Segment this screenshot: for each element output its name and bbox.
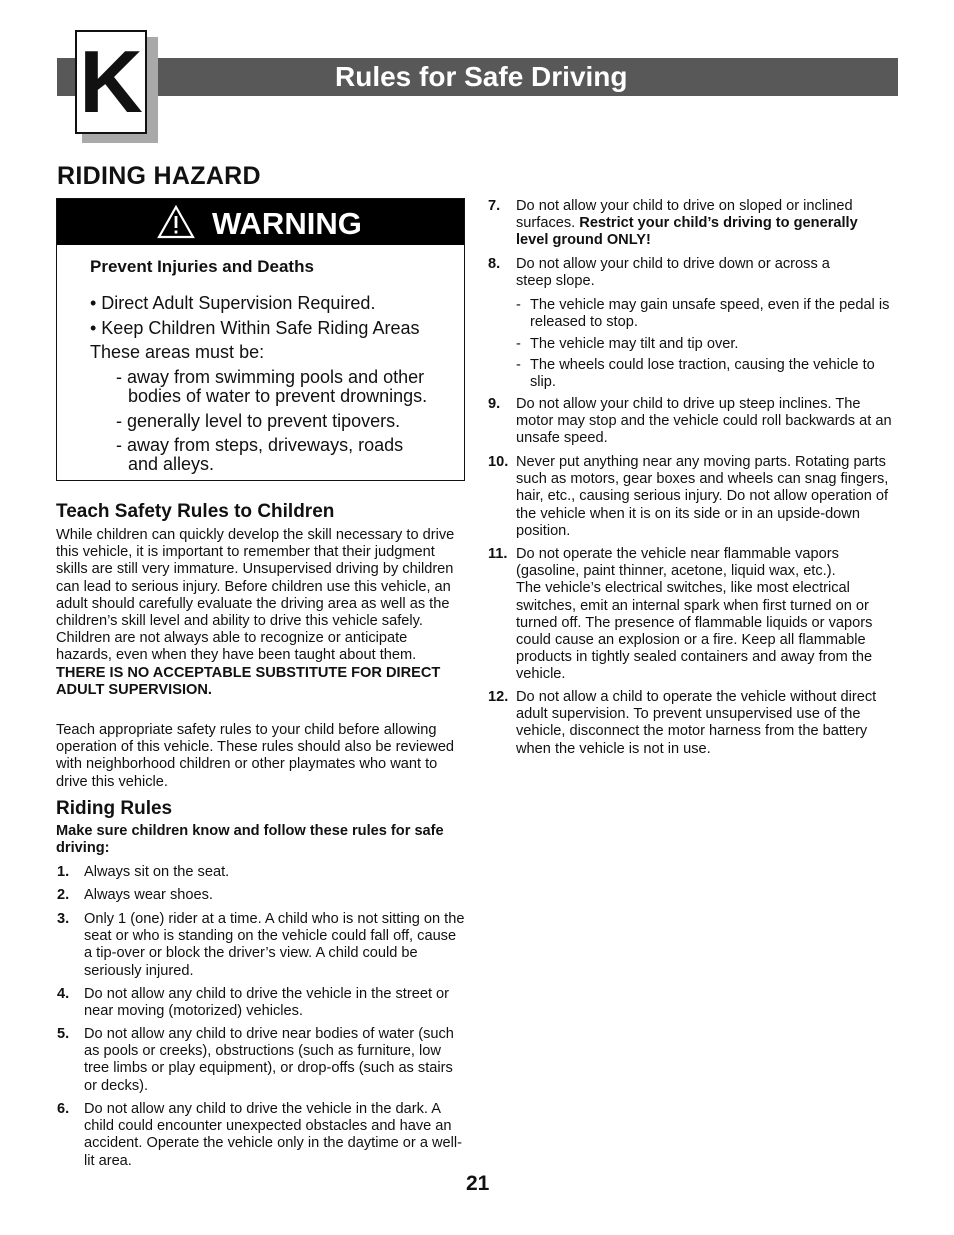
rule-text: Do not allow any child to drive the vehicle in the dark. A child could encounter unexpected obstacles and have an accident. Operate the vehicle only in the daytime or a well-lit area.: [84, 1101, 463, 1169]
warning-box: [56, 198, 465, 481]
rule-number: 4.: [57, 986, 70, 1002]
warning-triangle-icon: [157, 205, 195, 239]
rule-number: 9.: [488, 396, 501, 412]
section-letter-tab: K: [75, 30, 147, 134]
rule-text-continued: The vehicle’s electrical switches, like most electrical switches, emit an internal spark when first turned on or turned off. The presence of flammable liquids or vapors could cause an explosion or a fire. Keep all flammable products in tightly sealed containers and away from the vehicle.: [516, 580, 873, 683]
teach-paragraph-1-bold: THERE IS NO ACCEPTABLE SUBSTITUTE FOR DIRECT ADULT SUPERVISION.: [56, 664, 441, 698]
page-number: 21: [466, 1172, 490, 1195]
teach-paragraph-1-text: While children can quickly develop the skill necessary to drive this vehicle, it is important to remember that their judgment skills are still very immature. Unsupervised driving by children can lead to serious injury. Before children use this vehicle, an adult should carefully evaluate the driving area as well as the children’s skill level and ability to drive this vehicle safely. Children are not always able to recognize or anticipate hazards, even when they have been taught about them.: [56, 527, 455, 664]
rule-text: Only 1 (one) rider at a time. A child who is not sitting on the seat or who is standing on the vehicle could fall off, cause a tip-over or block the driver’s view. A child could be seriously injured.: [84, 911, 465, 979]
rule-text: Do not operate the vehicle near flammable vapors (gasoline, paint thinner, acetone, liquid wax, etc.).: [516, 546, 839, 580]
warning-bullet: • Keep Children Within Safe Riding Areas: [90, 318, 420, 338]
rule-text-bold: Restrict your child’s driving to generally level ground ONLY!: [516, 215, 858, 249]
teach-heading: Teach Safety Rules to Children: [56, 501, 335, 522]
rule-text: Always wear shoes.: [84, 887, 213, 903]
warning-bullet: • Direct Adult Supervision Required.: [90, 293, 376, 313]
rule-text: Do not allow any child to drive near bodies of water (such as pools or creeks), obstructions (such as furniture, low tree limbs or play equipment), or drop-offs (such as stairs or decks).: [84, 1026, 454, 1094]
rule-number: 1.: [57, 864, 70, 880]
riding-rules-heading: Riding Rules: [56, 798, 173, 819]
rule-sub-text: The wheels could lose traction, causing the vehicle to slip.: [530, 357, 875, 391]
warning-area-item: - generally level to prevent tipovers.: [116, 411, 401, 431]
rule-number: 11.: [488, 546, 508, 562]
rule-text: Do not allow your child to drive down or across a steep slope.: [516, 256, 830, 290]
warning-area-item: - away from steps, driveways, roads: [116, 435, 404, 455]
warning-header: [57, 199, 464, 245]
rule-number: 3.: [57, 911, 70, 927]
teach-paragraph-2: Teach appropriate safety rules to your child before allowing operation of this vehicle. These rules should also be reviewed with neighborhood children or other playmates who want to drive this vehicle.: [56, 722, 455, 790]
warning-area-item-cont: bodies of water to prevent drownings.: [128, 386, 428, 406]
rule-text: Do not allow your child to drive on sloped or inclined surfaces.: [516, 198, 853, 232]
rule-number: 7.: [488, 198, 501, 214]
warning-label: WARNING: [212, 206, 362, 241]
rule-number: 8.: [488, 256, 501, 272]
rule-text: Do not allow a child to operate the vehicle without direct adult supervision. To prevent unsupervised use of the vehicle, disconnect the motor harness from the battery when the vehicle is not in use.: [516, 689, 877, 757]
teach-paragraph-1: [56, 527, 466, 699]
rule-text-wrapper: [516, 198, 886, 250]
warning-area-item-cont: and alleys.: [128, 454, 215, 474]
rule-text: Always sit on the seat.: [84, 864, 230, 880]
warning-areas-intro: These areas must be:: [90, 342, 265, 362]
rule-text: Do not allow your child to drive up steep inclines. The motor may stop and the vehicle could roll backwards at an unsafe speed.: [516, 396, 892, 447]
rule-sub-text: The vehicle may gain unsafe speed, even if the pedal is released to stop.: [530, 297, 890, 331]
rule-sub-text: The vehicle may tilt and tip over.: [530, 336, 739, 352]
warning-subtitle: Prevent Injuries and Deaths: [90, 257, 314, 276]
riding-rules-intro: Make sure children know and follow these rules for safe driving:: [56, 823, 444, 857]
rule-text: Do not allow any child to drive the vehicle in the street or near moving (motorized) vehicles.: [84, 986, 450, 1020]
rule-number: 5.: [57, 1026, 70, 1042]
rule-text: Never put anything near any moving parts. Rotating parts such as motors, gear boxes and wheels can snag fingers, hair, etc., causing serious injury. Do not allow operation of the vehicle when it is on its side or in an upside-down position.: [516, 454, 889, 539]
rule-number: 10.: [488, 454, 509, 470]
rule-text-wrapper: [516, 546, 894, 684]
rule-number: 12.: [488, 689, 509, 705]
hazard-title: RIDING HAZARD: [57, 162, 261, 190]
warning-area-item: - away from swimming pools and other: [116, 367, 425, 387]
section-title: Rules for Safe Driving: [335, 61, 628, 92]
rule-number: 2.: [57, 887, 70, 903]
rule-number: 6.: [57, 1101, 70, 1117]
